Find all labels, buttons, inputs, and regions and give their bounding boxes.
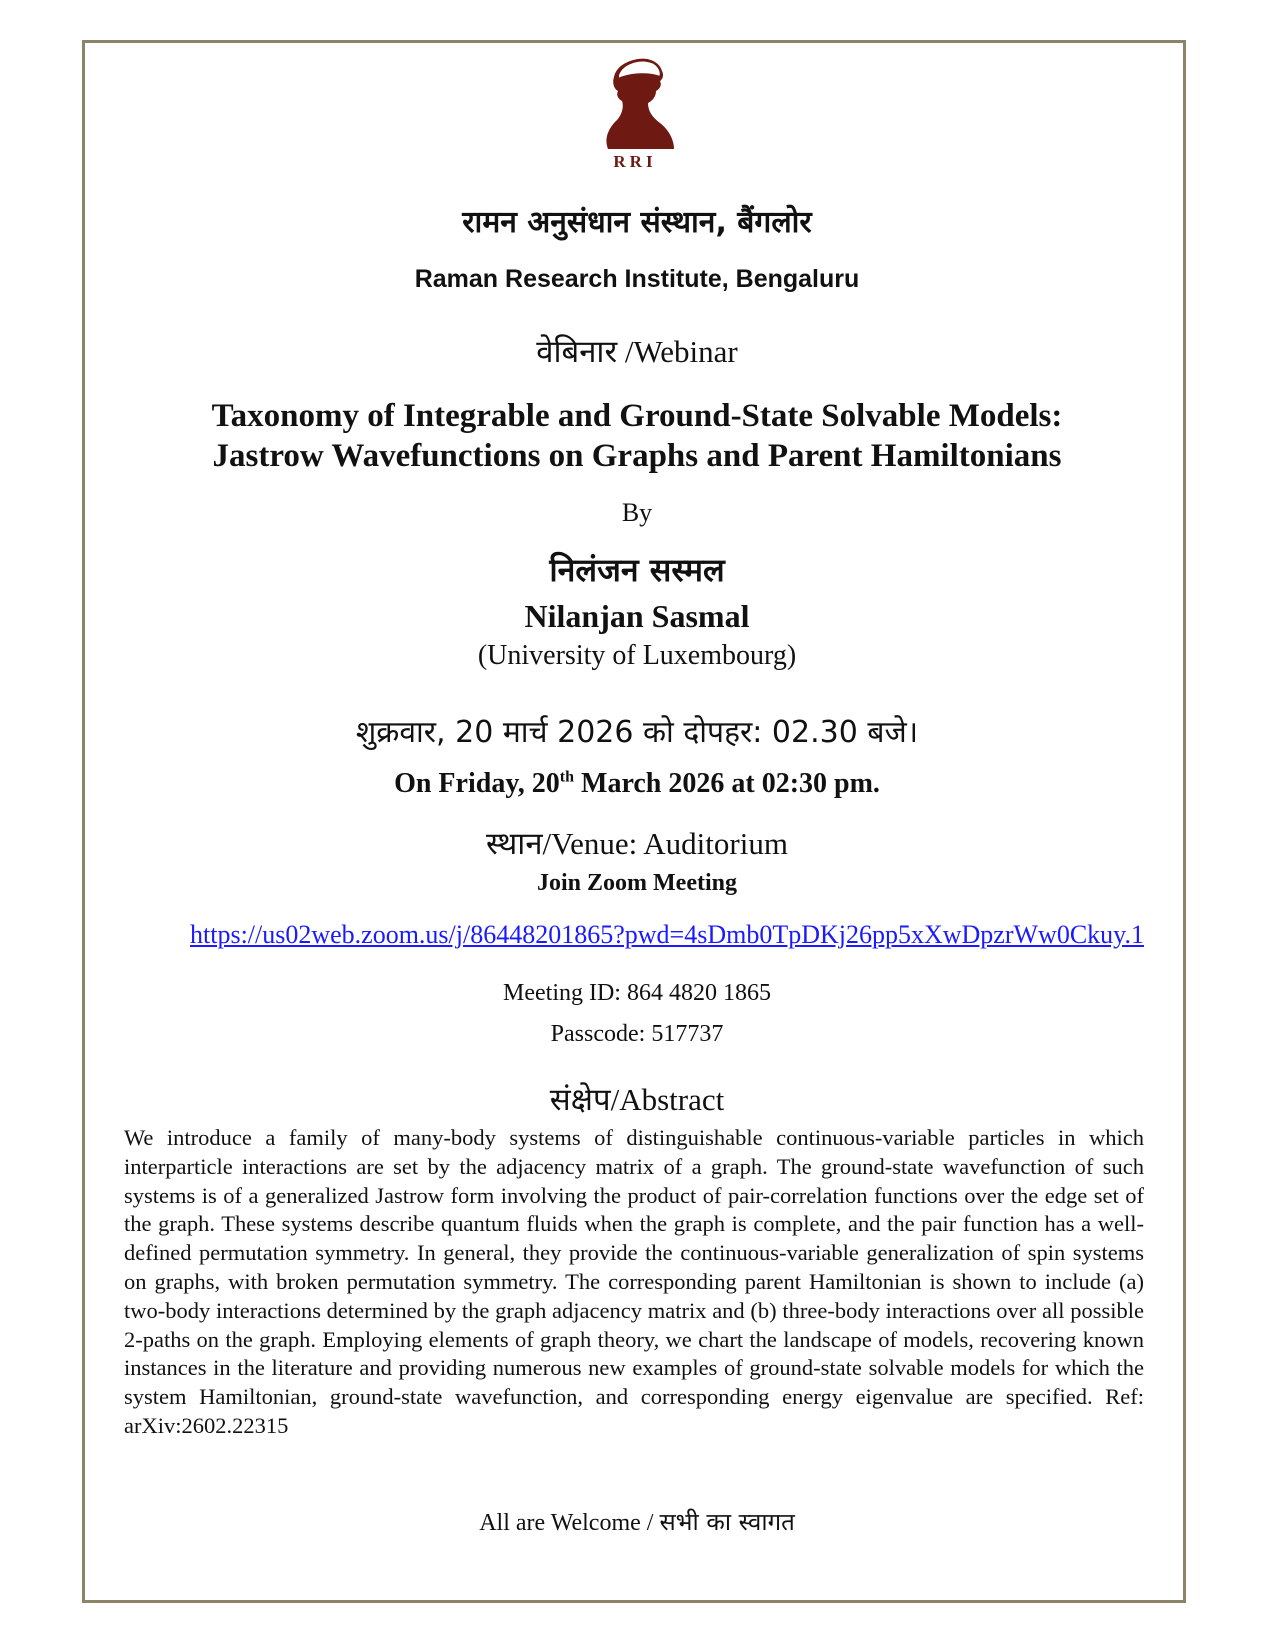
- venue-hindi: स्थान: [486, 826, 543, 862]
- zoom-heading: Join Zoom Meeting: [537, 870, 737, 896]
- speaker-affiliation: (University of Luxembourg): [477, 640, 797, 671]
- welcome-english: All are Welcome /: [479, 1510, 660, 1536]
- date-hindi: शुक्रवार, 20 मार्च 2026 को दोपहर: 02.30 बजे।: [355, 715, 919, 750]
- institute-name: Raman Research Institute, Bengaluru: [414, 265, 860, 293]
- institute-name-hindi: रामन अनुसंधान संस्थान, बैंगलोर: [462, 205, 812, 240]
- event-type-hindi: वेबिनार: [536, 334, 618, 370]
- abstract-heading: [82, 1078, 1192, 1120]
- zoom-link[interactable]: https://us02web.zoom.us/j/86448201865?pwd=4sDmb0TpDKj26pp5xXwDpzrWw0Ckuy.1: [190, 920, 1144, 949]
- abstract-text: We introduce a family of many-body systems of distinguishable continuous-variable particles in which interparticle interactions are set by the adjacency matrix of a graph. The ground-state wavefunction of such systems is of a generalized Jastrow form involving the product of pair-correlation functions over the edge set of the graph. These systems describe quantum fluids when the graph is complete, and the pair function has a well-defined permutation symmetry. In general, they provide the continuous-variable generalization of spin systems on graphs, with broken permutation symmetry. The corresponding parent Hamiltonian is shown to include (a) two-body interactions determined by the graph adjacency matrix and (b) three-body interactions over all possible 2-paths on the graph. Employing elements of graph theory, we chart the landscape of models, recovering known instances in the literature and providing numerous new examples of ground-state solvable models for which the system Hamiltonian, ground-state wavefunction, and corresponding energy eigenvalue are specified. Ref: arXiv:2602.22315: [124, 1125, 1144, 1438]
- rri-logo: [590, 55, 680, 170]
- welcome-hindi: सभी का स्वागत: [659, 1508, 795, 1536]
- logo-text: RRI: [613, 152, 657, 170]
- date-prefix: On Friday, 20: [394, 768, 560, 799]
- event-type-english: /Webinar: [617, 334, 738, 369]
- speaker-name-hindi: निलंजन सस्मल: [549, 551, 725, 589]
- meeting-id: Meeting ID: 864 4820 1865: [503, 980, 771, 1006]
- talk-title-line1: Taxonomy of Integrable and Ground-State Solvable Models:: [211, 398, 1063, 434]
- abstract-heading-hindi: संक्षेप: [549, 1082, 611, 1118]
- abstract-heading-english: /Abstract: [610, 1082, 725, 1117]
- date-suffix-sup: th: [559, 768, 575, 786]
- speaker-name: Nilanjan Sasmal: [524, 598, 750, 634]
- passcode: Passcode: 517737: [550, 1021, 724, 1047]
- event-type: [82, 330, 1192, 372]
- date-rest: March 2026 at 02:30 pm.: [574, 768, 880, 799]
- talk-title-line2: Jastrow Wavefunctions on Graphs and Parent Hamiltonians: [212, 438, 1062, 474]
- talk-title: [82, 396, 1192, 476]
- venue: [82, 822, 1192, 864]
- date-english: [82, 768, 1192, 800]
- by-label: By: [621, 498, 653, 527]
- venue-english: /Venue: Auditorium: [542, 826, 788, 861]
- welcome-note: [82, 1505, 1192, 1538]
